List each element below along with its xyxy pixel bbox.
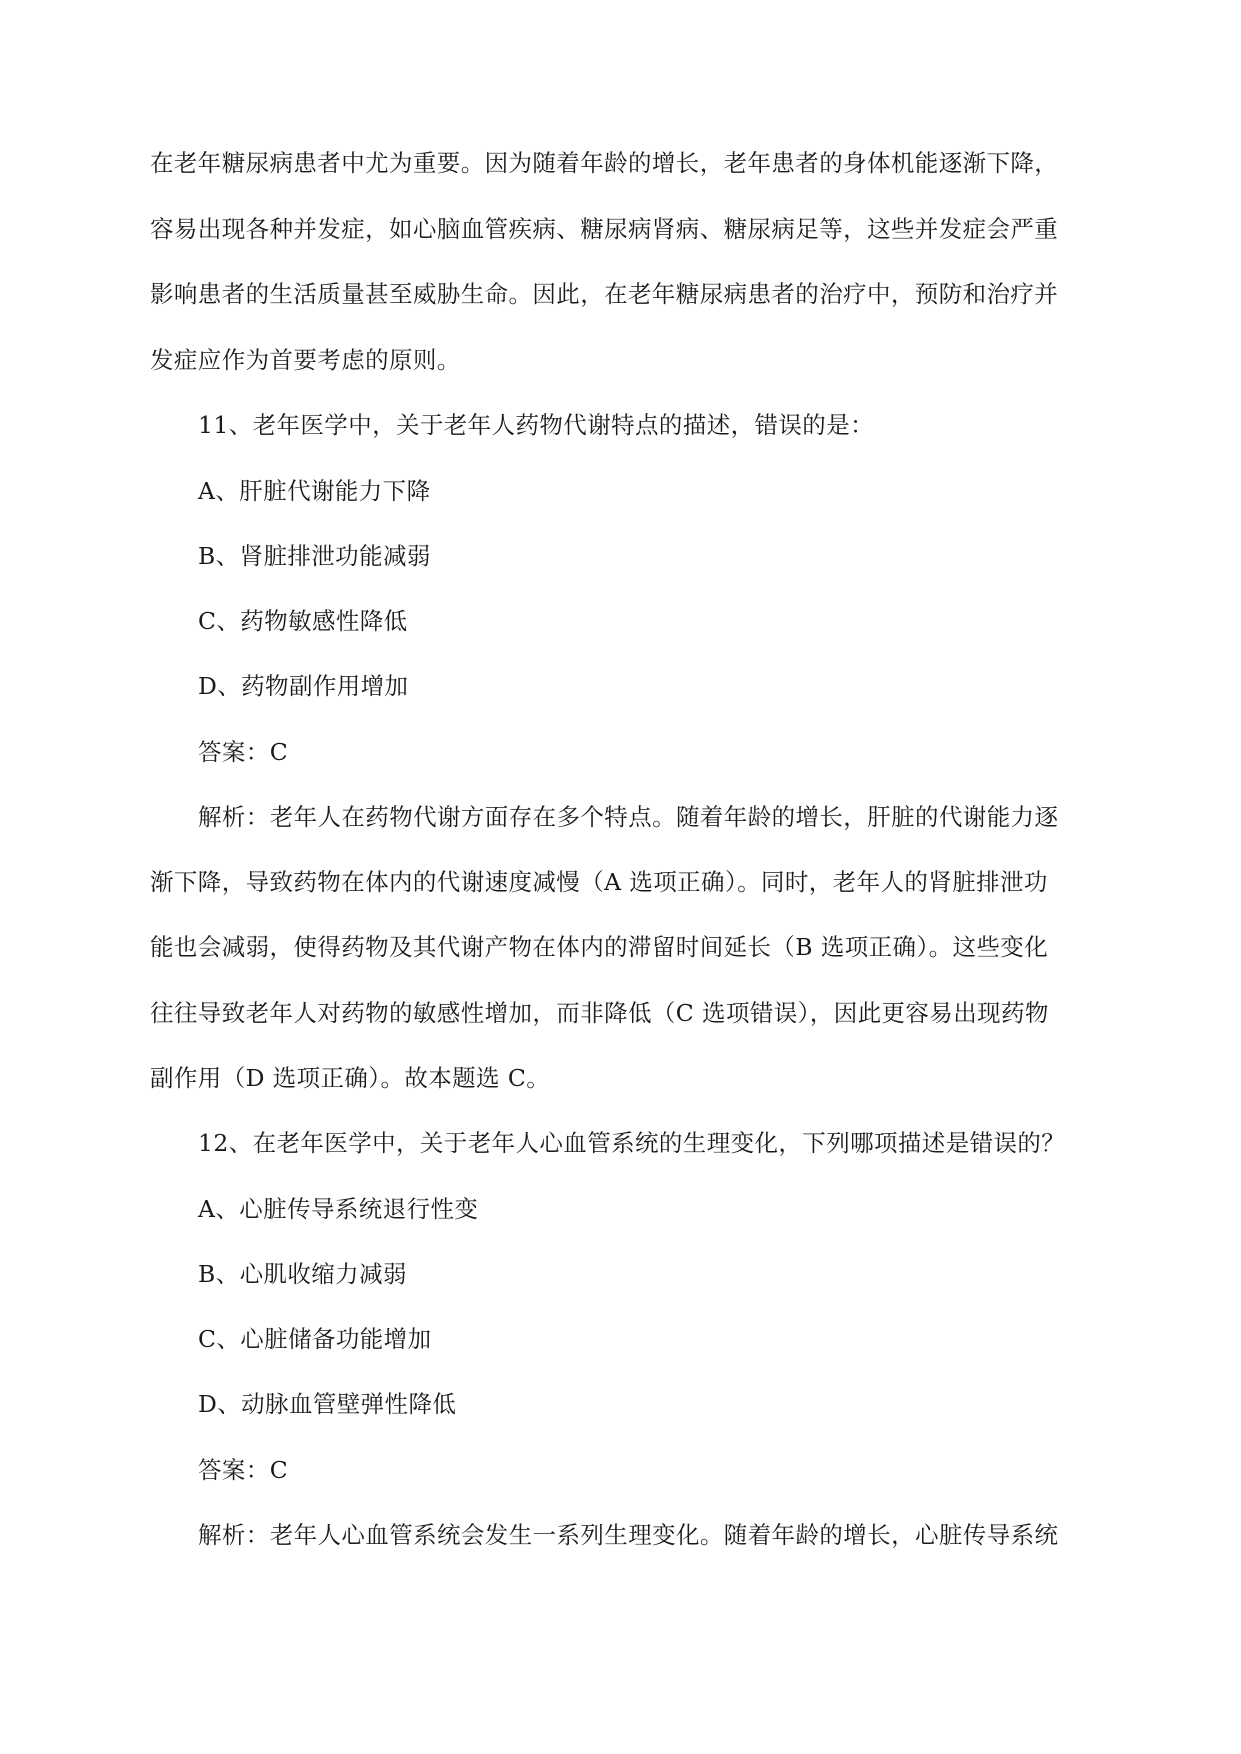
question-11-analysis-line: 能也会减弱，使得药物及其代谢产物在体内的滞留时间延长（B 选项正确）。这些变化	[150, 933, 1049, 961]
paragraph-line: 容易出现各种并发症，如心脑血管疾病、糖尿病肾病、糖尿病足等，这些并发症会严重	[150, 215, 1059, 243]
paragraph-line: 在老年糖尿病患者中尤为重要。因为随着年龄的增长，老年患者的身体机能逐渐下降，	[150, 149, 1059, 177]
question-12-analysis-line: 解析：老年人心血管系统会发生一系列生理变化。随着年龄的增长，心脏传导系统	[198, 1521, 1059, 1549]
question-12-option-a: A、心脏传导系统退行性变	[198, 1195, 479, 1223]
question-11-analysis-line: 往往导致老年人对药物的敏感性增加，而非降低（C 选项错误），因此更容易出现药物	[150, 999, 1049, 1027]
question-12-answer: 答案：C	[198, 1456, 289, 1484]
paragraph-line: 发症应作为首要考虑的原则。	[150, 346, 461, 374]
question-11-analysis-line: 渐下降，导致药物在体内的代谢速度减慢（A 选项正确）。同时，老年人的肾脏排泄功	[150, 868, 1048, 896]
question-11-option-a: A、肝脏代谢能力下降	[198, 477, 431, 505]
question-12-option-c: C、心脏储备功能增加	[198, 1325, 432, 1353]
question-11-analysis-line: 副作用（D 选项正确）。故本题选 C。	[150, 1064, 551, 1092]
question-12-option-b: B、心肌收缩力减弱	[198, 1260, 407, 1288]
question-12-stem: 12、在老年医学中，关于老年人心血管系统的生理变化，下列哪项描述是错误的？	[198, 1129, 1066, 1157]
question-11-option-c: C、药物敏感性降低	[198, 607, 408, 635]
question-12-option-d: D、动脉血管壁弹性降低	[198, 1390, 457, 1418]
question-11-option-b: B、肾脏排泄功能减弱	[198, 542, 431, 570]
paragraph-line: 影响患者的生活质量甚至威胁生命。因此，在老年糖尿病患者的治疗中，预防和治疗并	[150, 280, 1059, 308]
question-11-analysis-line: 解析：老年人在药物代谢方面存在多个特点。随着年龄的增长，肝脏的代谢能力逐	[198, 803, 1059, 831]
question-11-stem: 11、老年医学中，关于老年人药物代谢特点的描述，错误的是：	[198, 411, 875, 439]
question-11-option-d: D、药物副作用增加	[198, 672, 409, 700]
question-11-answer: 答案：C	[198, 738, 289, 766]
